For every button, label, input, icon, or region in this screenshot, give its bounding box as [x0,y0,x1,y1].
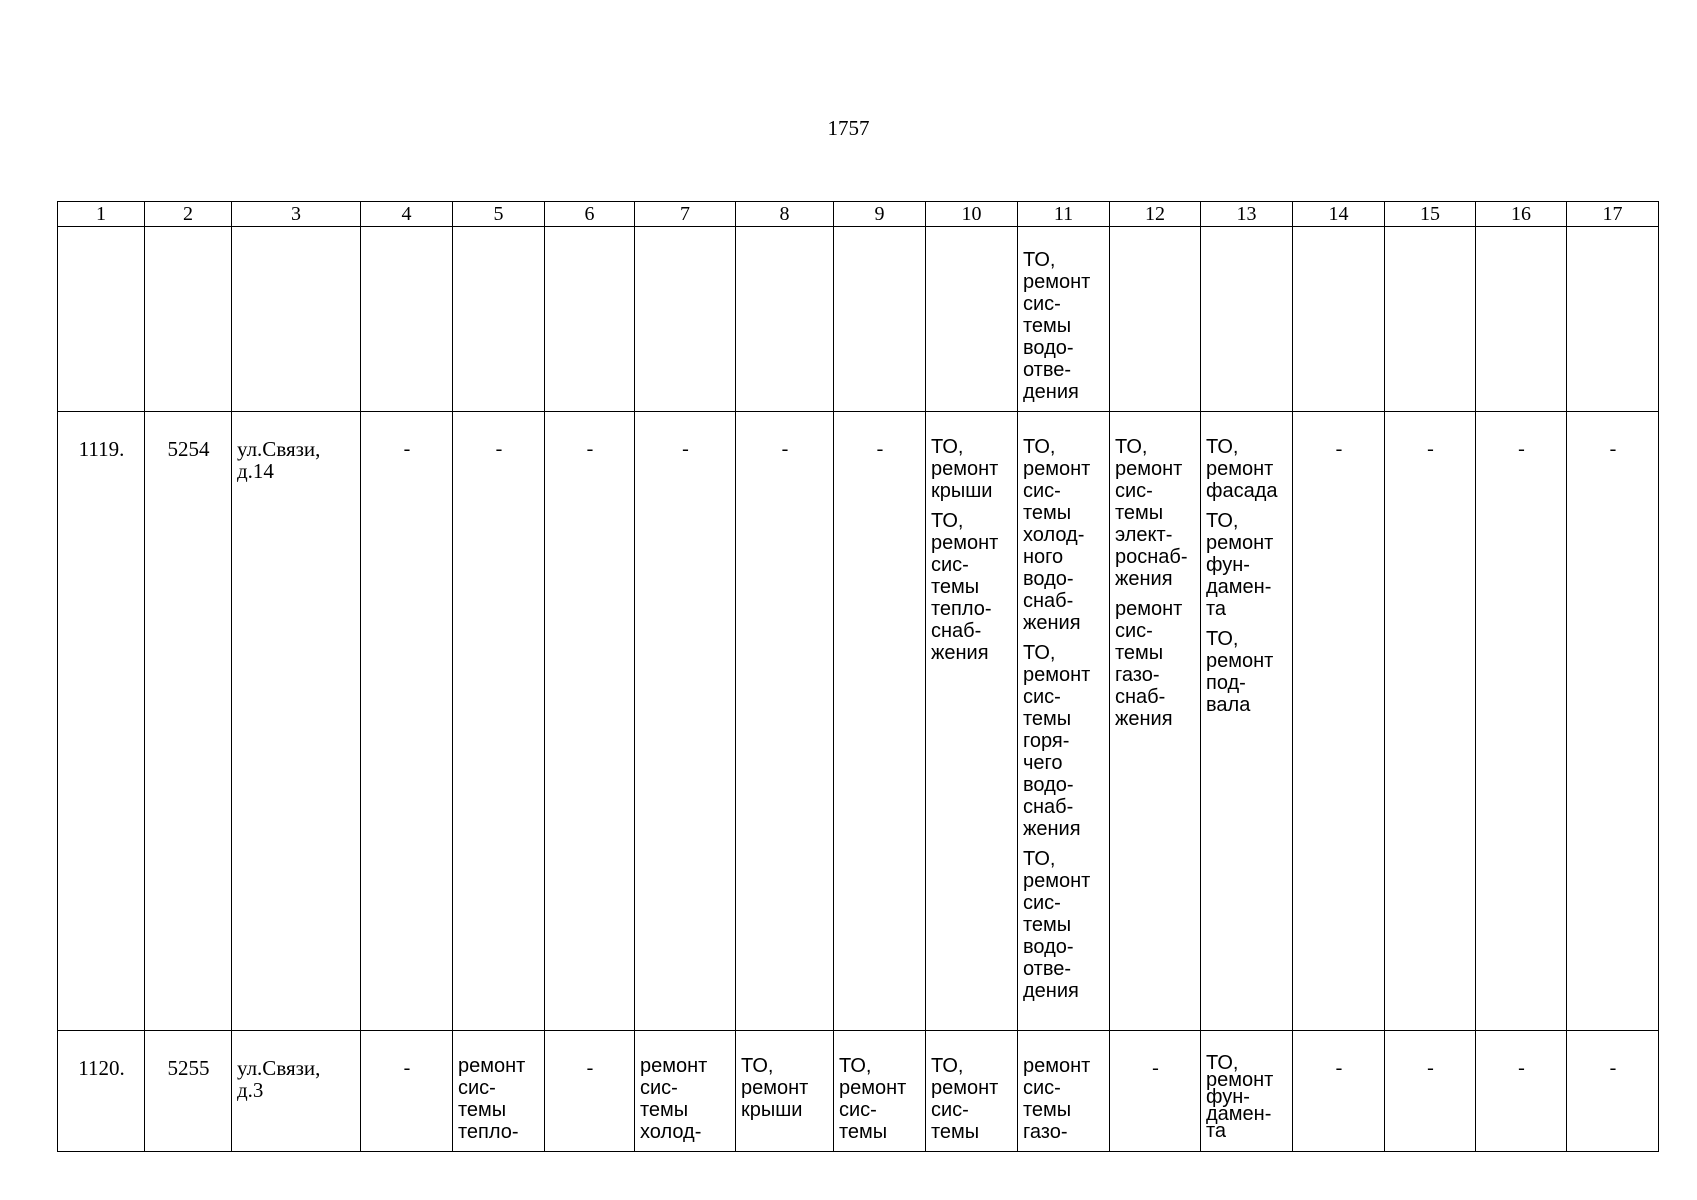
cell-text: - [586,1057,594,1079]
table-cell [1476,1031,1567,1152]
column-header: 3 [232,202,361,227]
table-cell [145,412,232,1031]
table-cell [1110,1031,1201,1152]
works-table [57,201,1659,1152]
column-header: 15 [1385,202,1476,227]
cell-text: - [1609,1057,1617,1079]
table-cell [635,1031,736,1152]
cell-text: 5255 [167,1056,210,1080]
table-cell [232,1031,361,1152]
cell-text: 5254 [167,437,210,461]
cell-text: - [1427,1057,1434,1079]
table-cell [635,412,736,1031]
table-cell [1476,227,1567,412]
table-cell [361,1031,453,1152]
column-header: 8 [736,202,834,227]
cell-text: - [403,1057,411,1079]
table-cell [1201,1031,1293,1152]
column-header: 12 [1110,202,1201,227]
column-header: 16 [1476,202,1567,227]
cell-text: ТО, ремонт сис- темы элект- роснаб- жения ремонт сис- темы газо- снаб- жения [1115,436,1188,730]
table-cell [232,412,361,1031]
column-header: 5 [453,202,545,227]
table-cell [1018,227,1110,412]
table-cell [453,1031,545,1152]
cell-text: ТО, ремонт фун- дамен- та [1206,1052,1274,1142]
table-cell [834,1031,926,1152]
column-header: 17 [1567,202,1659,227]
column-header: 4 [361,202,453,227]
cell-text: ремонт сис- темы холод- [640,1055,708,1143]
table-cell [736,1031,834,1152]
table-cell [453,227,545,412]
cell-text [232,227,360,253]
cell-text: ТО, ремонт крыши [741,1055,809,1121]
column-header: 14 [1293,202,1385,227]
table-cell [545,1031,635,1152]
cell-text [58,227,144,253]
cell-text: ТО, ремонт фасада ТО, ремонт фун- дамен- та ТО, ремонт под- вала [1206,436,1278,716]
table-cell [1476,412,1567,1031]
table-cell [834,227,926,412]
table-cell [834,412,926,1031]
cell-text: 1120. [78,1056,125,1080]
table-cell [926,412,1018,1031]
table-cell [232,227,361,412]
cell-text: ТО, ремонт сис- темы холод- ного водо- снаб- жения ТО, ремонт сис- темы горя- чего водо- снаб- жения ТО, ремонт сис- темы водо- отве- дения [1023,436,1091,1002]
table-cell [1110,227,1201,412]
column-header: 6 [545,202,635,227]
table-cell [926,227,1018,412]
table-cell [736,227,834,412]
cell-text: - [1335,1057,1343,1079]
cell-text: ТО, ремонт крыши ТО, ремонт сис- темы тепло- снаб- жения [931,436,999,664]
cell-text: ТО, ремонт сис- темы [839,1055,907,1143]
table-cell [545,227,635,412]
table-cell [545,412,635,1031]
table-cell [361,227,453,412]
table-cell [1385,412,1476,1031]
table-cell [1018,412,1110,1031]
table-row [58,227,1659,412]
table-cell [453,412,545,1031]
cell-text: ул.Связи, д.3 [237,1056,321,1102]
cell-text [1567,227,1658,249]
table-cell [1201,412,1293,1031]
column-header: 7 [635,202,736,227]
column-header: 1 [58,202,145,227]
table-cell [1201,227,1293,412]
cell-text: - [1609,438,1617,460]
table-cell [58,227,145,412]
cell-text [1201,227,1292,249]
cell-text: - [876,438,884,460]
cell-text [736,227,833,249]
cell-text [453,227,544,249]
cell-text: - [495,438,503,460]
cell-text [1385,227,1475,249]
table-cell [145,227,232,412]
table-row [58,1031,1659,1152]
cell-text: 1119. [78,437,125,461]
header-row [58,202,1659,227]
column-header: 10 [926,202,1018,227]
column-header: 2 [145,202,232,227]
table-cell [361,412,453,1031]
table-cell [1567,412,1659,1031]
table-cell [926,1031,1018,1152]
cell-text [545,227,634,249]
table-cell [58,412,145,1031]
cell-text: - [682,438,689,460]
cell-text: ремонт сис- темы тепло- [458,1055,526,1143]
cell-text: ул.Связи, д.14 [237,437,321,483]
cell-text: ремонт сис- темы газо- [1023,1055,1091,1143]
table-cell [1293,1031,1385,1152]
cell-text: - [1335,438,1343,460]
cell-text [926,227,1017,249]
table-cell [1110,412,1201,1031]
table-cell [1018,1031,1110,1152]
cell-text: - [1427,438,1434,460]
cell-text: - [1518,438,1525,460]
page-number: 1757 [827,116,870,140]
column-header: 11 [1018,202,1110,227]
cell-text: - [781,438,789,460]
table-cell [1293,227,1385,412]
table-cell [736,412,834,1031]
cell-text [1293,227,1384,249]
cell-text: - [586,438,594,460]
table-cell [635,227,736,412]
table-cell [1293,412,1385,1031]
table-cell [1385,227,1476,412]
cell-text [1110,227,1200,249]
table-cell [145,1031,232,1152]
table-cell [1385,1031,1476,1152]
table-row [58,412,1659,1031]
cell-text: - [403,438,411,460]
cell-text: ТО, ремонт сис- темы [931,1055,999,1143]
table-cell [1567,227,1659,412]
cell-text: - [1152,1057,1159,1079]
cell-text: - [1518,1057,1525,1079]
cell-text [145,227,231,253]
table-cell [1567,1031,1659,1152]
table-cell [58,1031,145,1152]
cell-text: ТО, ремонт сис- темы водо- отве- дения [1023,249,1091,403]
cell-text [361,227,452,249]
column-header: 9 [834,202,926,227]
cell-text [635,227,735,249]
cell-text [834,227,925,249]
column-header: 13 [1201,202,1293,227]
cell-text [1476,227,1566,249]
